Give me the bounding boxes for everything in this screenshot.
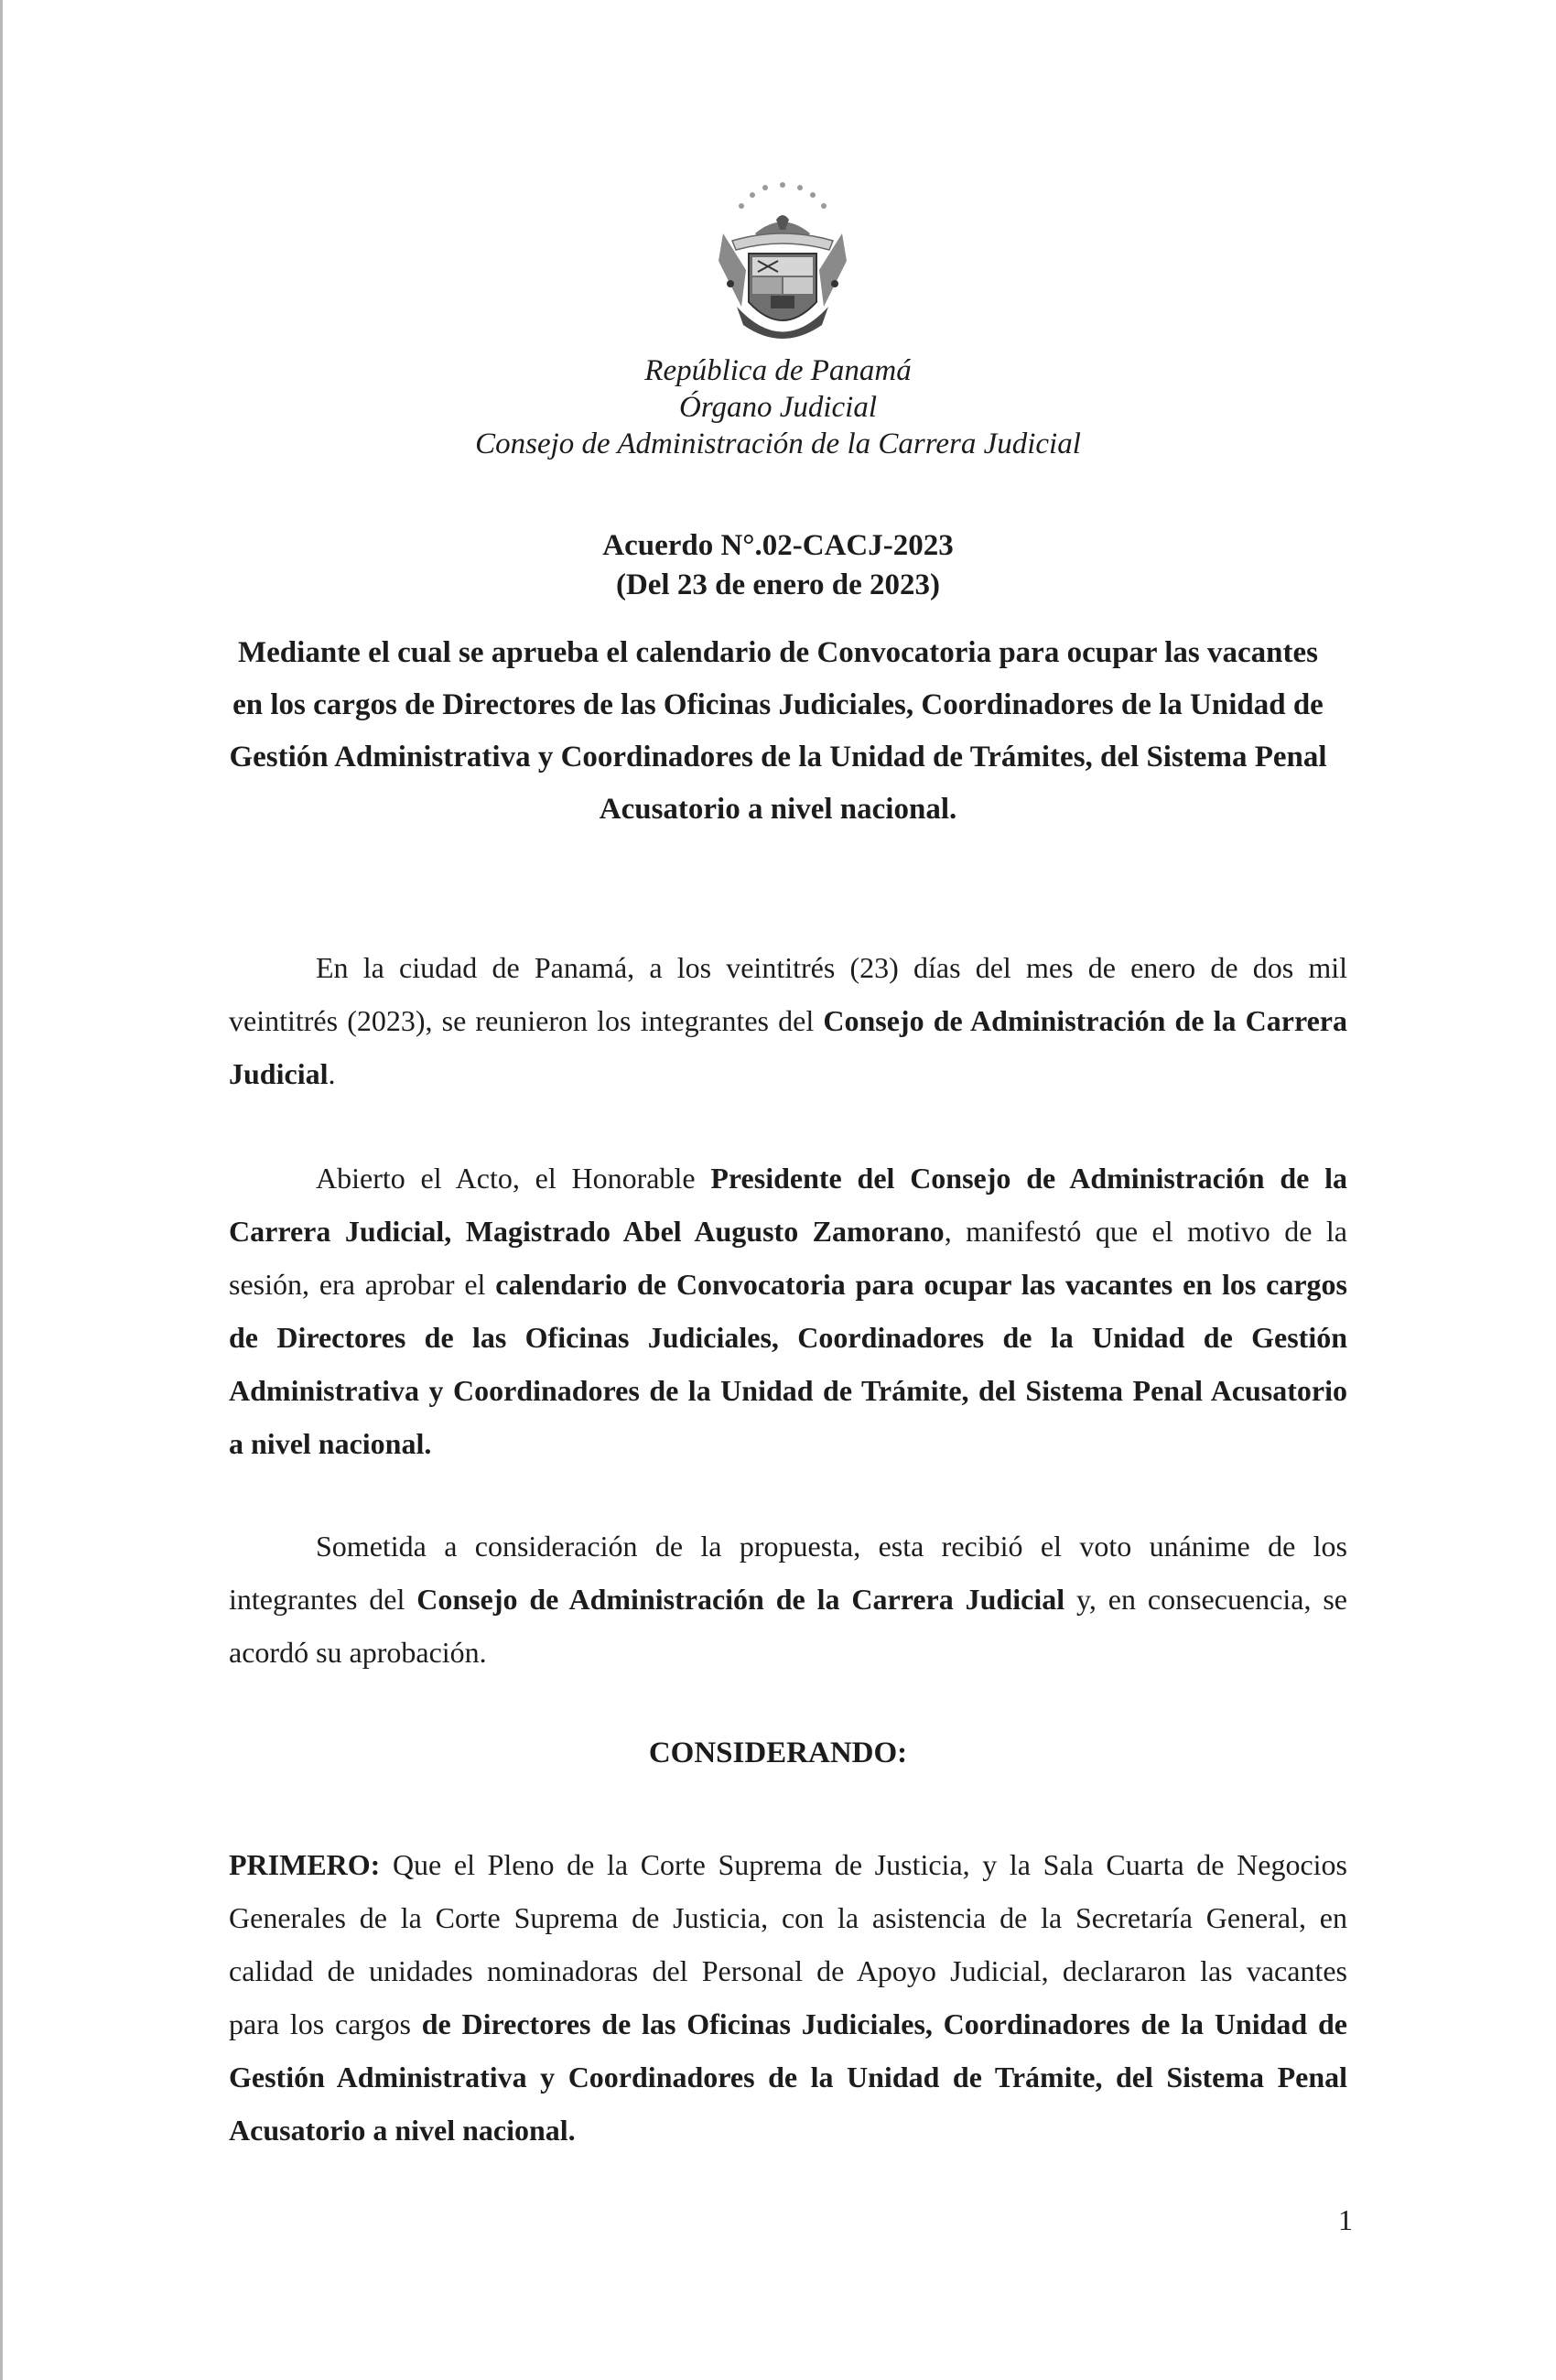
text-run: En la ciudad de Panamá, a los veintitrés (23) días del mes de enero de dos mil bbox=[316, 951, 1347, 984]
paragraph-line: calidad de unidades nominadoras del Personal de Apoyo Judicial, declararon las vacantes bbox=[229, 1954, 1347, 1987]
paragraph-line bbox=[229, 1838, 1347, 1891]
text-run: acordó su aprobación. bbox=[229, 1636, 487, 1669]
header-organ: Órgano Judicial bbox=[679, 391, 877, 424]
paragraph-line bbox=[229, 941, 1347, 994]
paragraph-line bbox=[229, 1205, 1347, 1258]
bold-run: Carrera Judicial, Magistrado Abel Augusto Zamorano bbox=[229, 1215, 945, 1248]
paragraph-line bbox=[229, 1258, 1347, 1311]
paragraph-line bbox=[229, 1573, 1347, 1626]
panama-coat-of-arms-icon bbox=[705, 169, 860, 352]
paragraph-line: a nivel nacional. bbox=[229, 1427, 432, 1460]
text-run: integrantes del bbox=[229, 1583, 417, 1616]
paragraph-line bbox=[229, 1626, 1347, 1679]
paragraph-line: Gestión Administrativa y Coordinadores de la Unidad de Trámite, del Sistema Penal bbox=[229, 2061, 1347, 2093]
paragraph-line bbox=[229, 1997, 1347, 2050]
text-run: veintitrés (2023), se reunieron los integrantes del bbox=[229, 1004, 824, 1037]
page-number: 1 bbox=[1338, 2203, 1353, 2236]
paragraph-line: Administrativa y Coordinadores de la Unidad de Trámite, del Sistema Penal Acusatorio bbox=[229, 1374, 1347, 1407]
bold-run: Consejo de Administración de la Carrera bbox=[823, 1004, 1348, 1037]
agreement-heading bbox=[229, 526, 1327, 605]
agreement-title bbox=[229, 627, 1327, 836]
bold-run: Consejo de Administración de la Carrera Judicial bbox=[416, 1583, 1065, 1616]
text-run: y, en consecuencia, se bbox=[1064, 1583, 1348, 1616]
text-run: Sometida a consideración de la propuesta, esta recibió el voto unánime de los bbox=[316, 1530, 1347, 1563]
title-line: en los cargos de Directores de las Oficinas Judiciales, Coordinadores de la Unidad de bbox=[232, 688, 1324, 721]
text-run: Abierto el Acto, el Honorable bbox=[316, 1162, 711, 1195]
paragraph-line: Generales de la Corte Suprema de Justicia, con la asistencia de la Secretaría General, en bbox=[229, 1901, 1347, 1934]
bold-run: Judicial bbox=[229, 1057, 329, 1090]
clause-label: PRIMERO: bbox=[229, 1848, 381, 1881]
text-run: Que el Pleno de la Corte Suprema de Justicia, y la Sala Cuarta de Negocios bbox=[380, 1848, 1347, 1881]
text-run: . bbox=[328, 1057, 336, 1090]
paragraph-line bbox=[229, 1152, 1347, 1205]
bold-run: calendario de Convocatoria para ocupar las vacantes en los cargos bbox=[495, 1268, 1348, 1301]
paragraph-line: de Directores de las Oficinas Judiciales, Coordinadores de la Unidad de Gestión bbox=[229, 1321, 1347, 1354]
clause-primero bbox=[229, 1838, 1347, 2157]
paragraph-opening bbox=[229, 941, 1347, 1100]
paragraph-line: Acusatorio a nivel nacional. bbox=[229, 2114, 576, 2147]
text-run: para los cargos bbox=[229, 2007, 422, 2040]
text-run: , manifestó que el motivo de la bbox=[944, 1215, 1348, 1248]
paragraph-session bbox=[229, 1152, 1347, 1470]
paragraph-vote bbox=[229, 1520, 1347, 1679]
title-line: Acusatorio a nivel nacional. bbox=[599, 793, 957, 826]
agreement-date: (Del 23 de enero de 2023) bbox=[615, 568, 941, 601]
bold-run: de Directores de las Oficinas Judiciales, Coordinadores de la Unidad de bbox=[421, 2007, 1348, 2040]
paragraph-line bbox=[229, 994, 1347, 1047]
bold-run: Presidente del Consejo de Administración de la bbox=[710, 1162, 1348, 1195]
institution-header bbox=[229, 352, 1327, 462]
header-council: Consejo de Administración de la Carrera Judicial bbox=[475, 427, 1081, 460]
text-run: sesión, era aprobar el bbox=[229, 1268, 496, 1301]
section-heading-considerando: CONSIDERANDO: bbox=[648, 1736, 908, 1769]
title-line: Gestión Administrativa y Coordinadores de la Unidad de Trámites, del Sistema Penal bbox=[229, 741, 1327, 774]
agreement-number: Acuerdo N°.02-CACJ-2023 bbox=[602, 529, 954, 562]
header-republic: República de Panamá bbox=[644, 354, 912, 387]
paragraph-line bbox=[229, 1047, 1347, 1100]
paragraph-line bbox=[229, 1520, 1347, 1573]
title-line: Mediante el cual se aprueba el calendario de Convocatoria para ocupar las vacantes bbox=[238, 636, 1318, 669]
